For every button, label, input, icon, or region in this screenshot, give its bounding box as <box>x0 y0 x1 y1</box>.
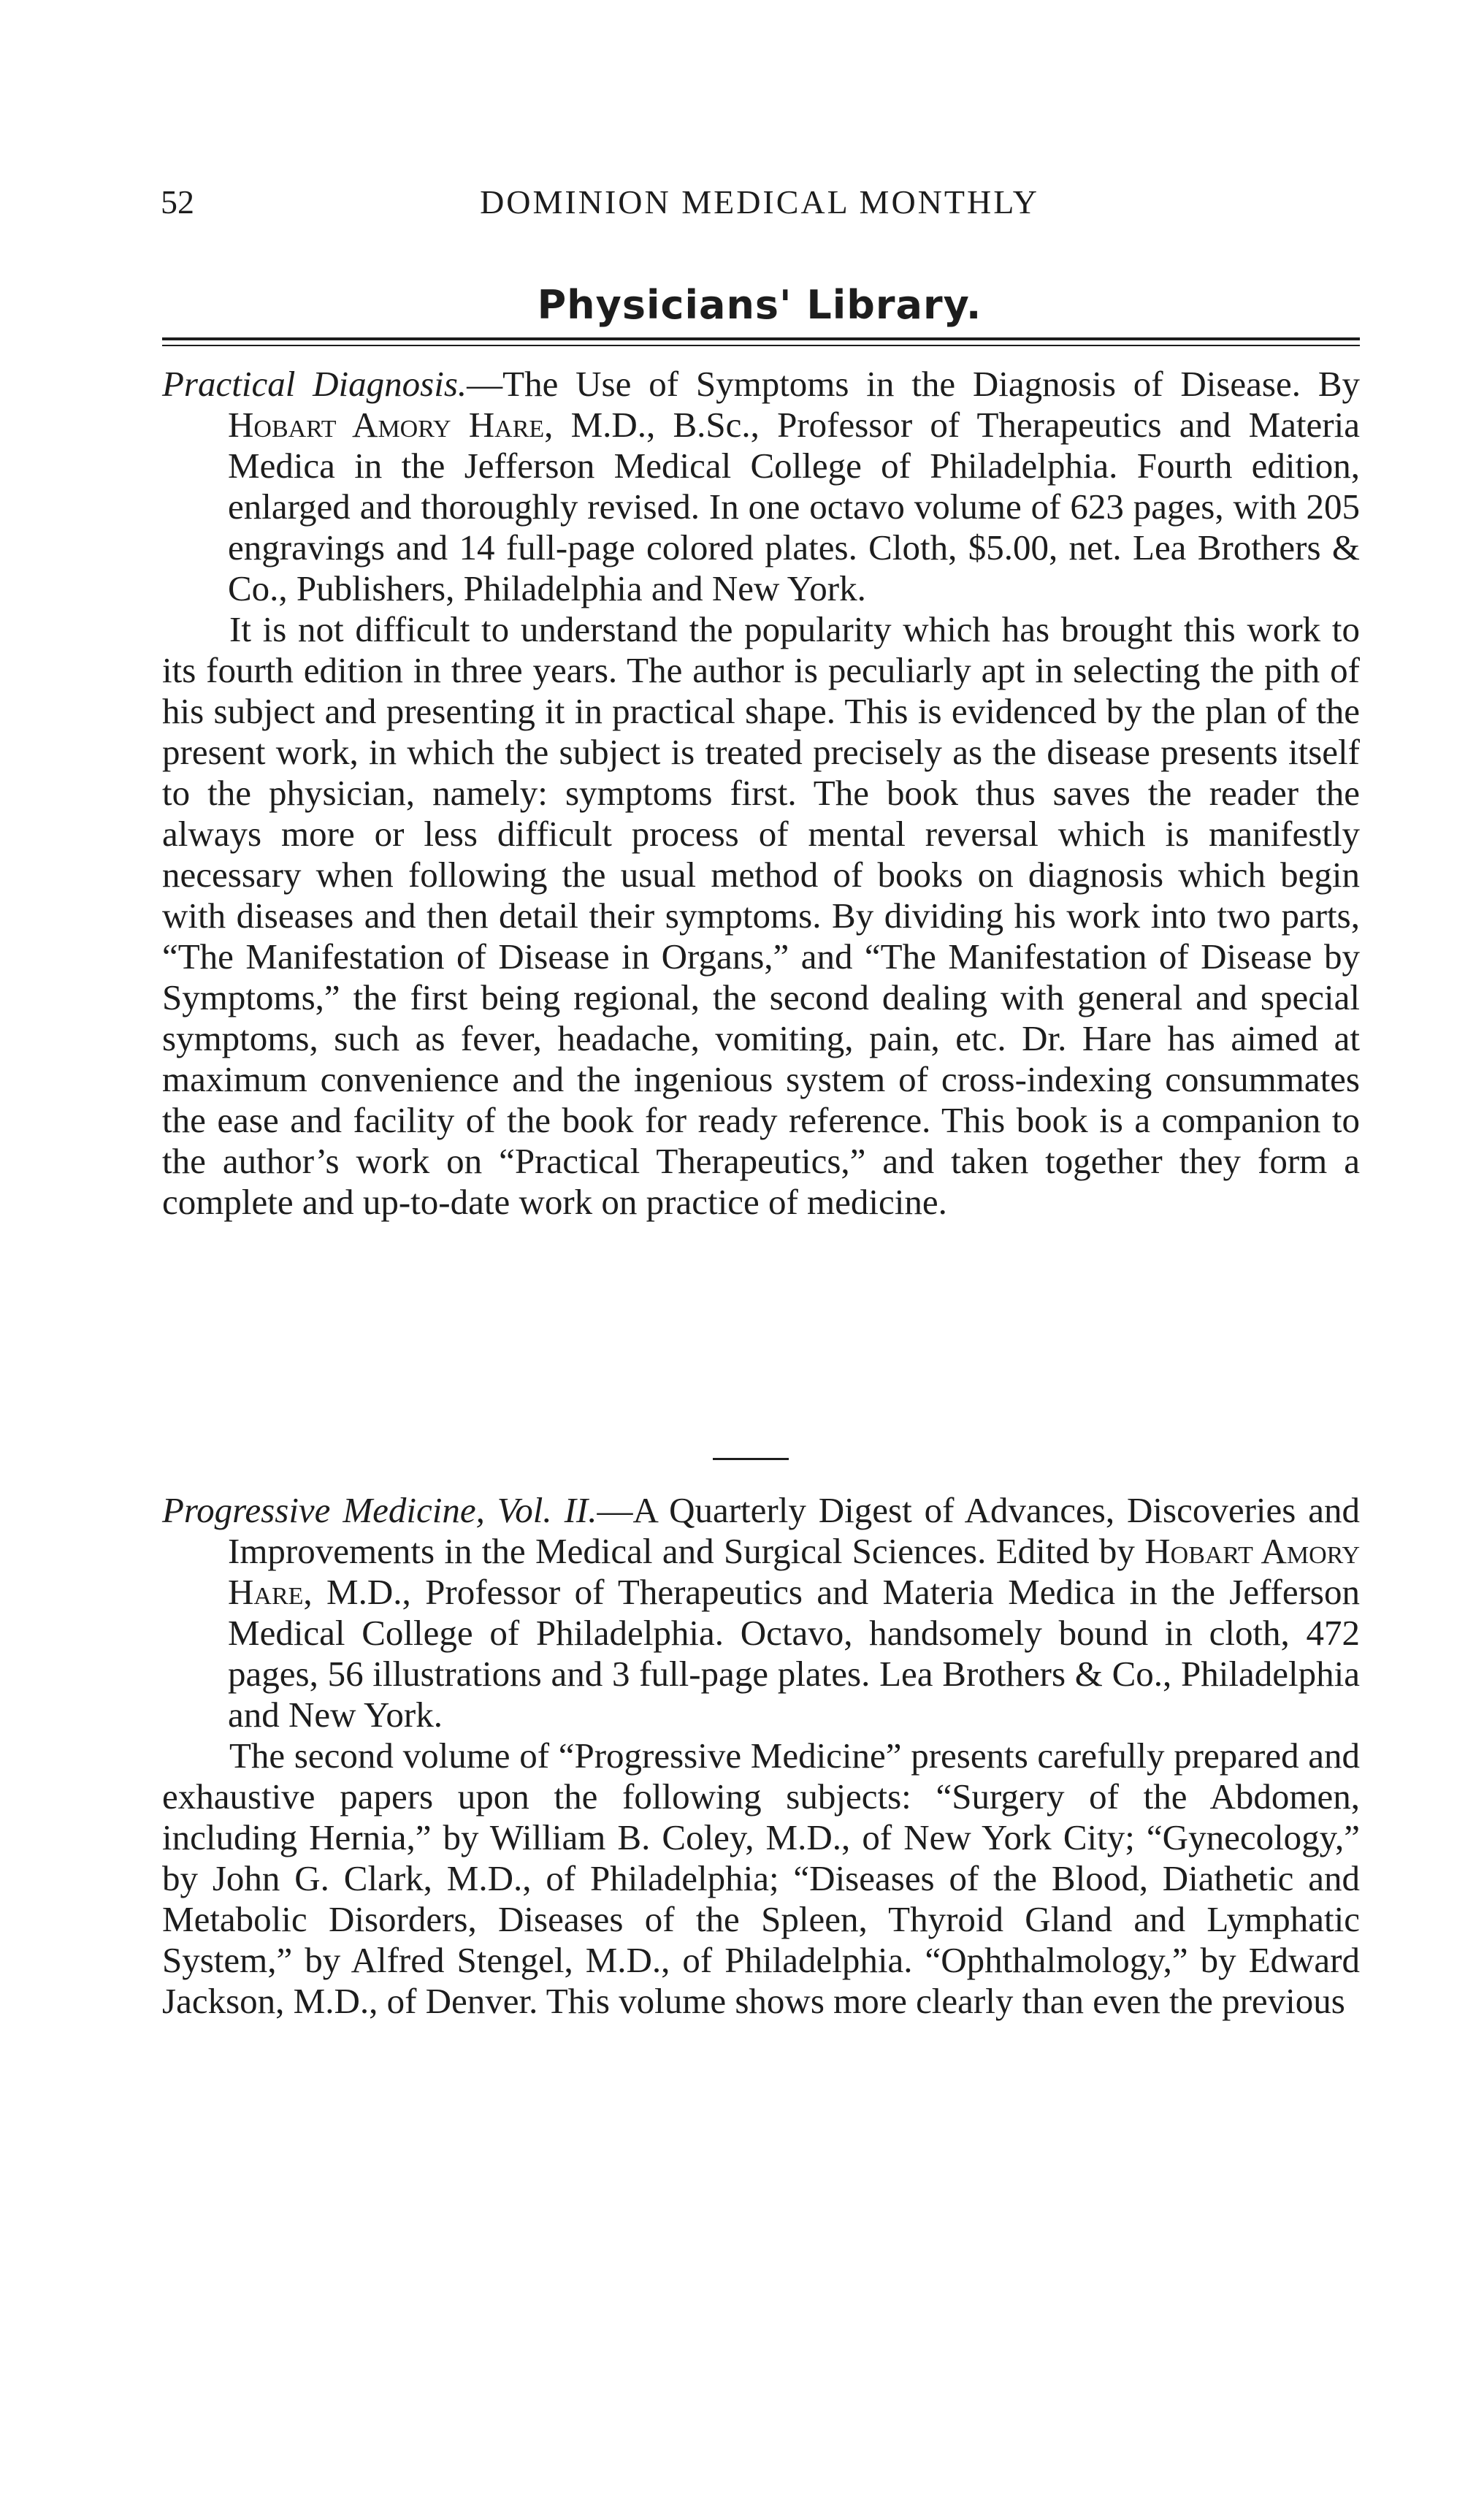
review-separator <box>713 1458 789 1460</box>
review-paragraph: It is not difficult to understand the popularity which has brought this work to its fourth edition in three years. The author is peculiarly apt in selecting the pith of his subject and presenting it in practical shape. This is evidenced by the plan of the present work, in which the subject is treated precisely as the disease presents itself to the physician, namely: symptoms first. The book thus saves the reader the always more or less difficult process of mental reversal which is manifestly necessary when following the usual method of books on diagnosis which begin with diseases and then detail their symptoms. By dividing his work into two parts, “The Manifestation of Disease in Organs,” and “The Manifestation of Disease by Symptoms,” the first being regional, the second dealing with general and special symptoms, such as fever, headache, vomiting, pain, etc. Dr. Hare has aimed at maximum convenience and the ingenious system of cross-indexing consummates the ease and facility of the book for ready reference. This book is a companion to the author’s work on “Practical Therapeutics,” and taken together they form a complete and up-to-date work on practice of medicine. <box>162 609 1360 1222</box>
running-head <box>161 183 1358 226</box>
review-practical-diagnosis <box>162 364 1360 1223</box>
section-title: Physicians' Library. <box>537 282 982 328</box>
journal-title: DOMINION MEDICAL MONTHLY <box>480 183 1039 221</box>
review-citation <box>162 1490 1360 1735</box>
book-title: Progressive Medicine, Vol. II. <box>162 1490 597 1530</box>
author-name: Hobart Amory Hare <box>228 405 545 445</box>
title-rule-thin <box>162 345 1360 346</box>
citation-text: —The Use of Symptoms in the Diagnosis of Disease. By <box>467 364 1360 404</box>
author-name: Hobart Amory Hare <box>228 1531 1360 1612</box>
citation-rest: , M.D., Professor of Therapeutics and Materia Medica in the Jefferson Medical College of Philadelphia. Octavo, handsomely bound in cloth, 472 pages, 56 illustrations and 3 full-page plates. Lea Brothers & Co., Philadelphia and New York. <box>228 1572 1360 1735</box>
review-paragraph: The second volume of “Progressive Medicine” presents carefully prepared and exhaustive papers upon the following subjects: “Surgery of the Abdomen, including Hernia,” by William B. Coley, M.D., of New York City; “Gynecology,” by John G. Clark, M.D., of Philadelphia; “Diseases of the Blood, Diathetic and Metabolic Disorders, Diseases of the Spleen, Thyroid Gland and Lymphatic System,” by Alfred Stengel, M.D., of Philadelphia. “Ophthalmology,” by Edward Jackson, M.D., of Denver. This volume shows more clearly than even the previous <box>162 1735 1360 2021</box>
citation-text: —A Quarterly Digest of Advances, Discoveries and Improvements in the Medical and Surgical Sciences. Edited by <box>228 1490 1360 1571</box>
review-progressive-medicine <box>162 1490 1360 2022</box>
page-number: 52 <box>161 183 194 221</box>
book-title: Practical Diagnosis. <box>162 364 467 404</box>
review-citation <box>162 364 1360 609</box>
title-rule <box>162 337 1360 340</box>
citation-rest: , M.D., B.Sc., Professor of Therapeutics and Materia Medica in the Jefferson Medical College of Philadelphia. Fourth edition, enlarged and thoroughly revised. In one octavo volume of 623 pages, with 205 engravings and 14 full-page colored plates. Cloth, $5.00, net. Lea Brothers & Co., Publishers, Philadelphia and New York. <box>228 405 1360 608</box>
